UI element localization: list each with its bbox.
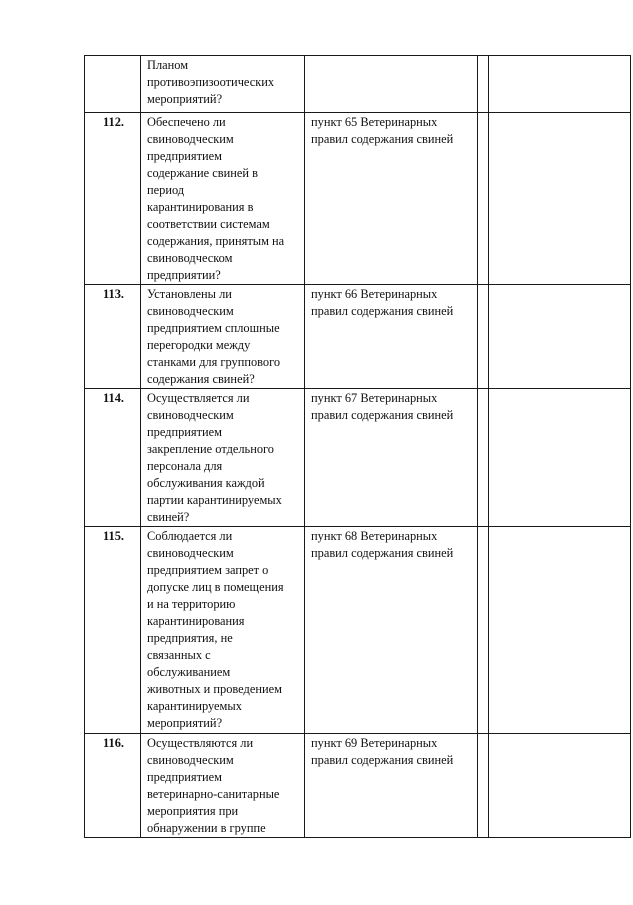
question-cell: Осуществляются ли свиноводческим предприятием ветеринарно-санитарные мероприятия при обнаружении в группе [141,734,305,838]
empty-answer-cell [489,285,631,389]
reference-cell: пункт 66 Ветеринарных правил содержания свиней [305,285,478,389]
reference-cell: пункт 67 Ветеринарных правил содержания свиней [305,389,478,527]
row-number: 115. [85,527,141,734]
empty-narrow-cell [478,56,489,113]
question-cell: Установлены ли свиноводческим предприятием сплошные перегородки между станками для группового содержания свиней? [141,285,305,389]
empty-answer-cell [489,389,631,527]
empty-answer-cell [489,527,631,734]
row-number: 116. [85,734,141,838]
empty-narrow-cell [478,527,489,734]
table-row [85,734,631,838]
reference-cell: пункт 65 Ветеринарных правил содержания свиней [305,113,478,285]
empty-narrow-cell [478,734,489,838]
question-cell: Соблюдается ли свиноводческим предприятием запрет о допуске лиц в помещения и на территорию карантинирования предприятия, не связанных с обслуживанием животных и проведением карантинируемых мероприятий? [141,527,305,734]
table-row [85,56,631,113]
table-row [85,285,631,389]
checklist-body [85,56,631,838]
row-number: 114. [85,389,141,527]
reference-cell: пункт 68 Ветеринарных правил содержания свиней [305,527,478,734]
empty-narrow-cell [478,113,489,285]
row-number: 113. [85,285,141,389]
checklist-table [84,55,631,838]
row-number: 112. [85,113,141,285]
empty-narrow-cell [478,285,489,389]
table-row [85,527,631,734]
empty-answer-cell [489,113,631,285]
row-number [85,56,141,113]
question-cell: Обеспечено ли свиноводческим предприятием содержание свиней в период карантинирования в соответствии системам содержания, принятым на свиноводческом предприятии? [141,113,305,285]
empty-answer-cell [489,56,631,113]
question-cell: Планом противоэпизоотических мероприятий? [141,56,305,113]
table-row [85,389,631,527]
empty-answer-cell [489,734,631,838]
table-row [85,113,631,285]
reference-cell: пункт 69 Ветеринарных правил содержания свиней [305,734,478,838]
reference-cell [305,56,478,113]
empty-narrow-cell [478,389,489,527]
question-cell: Осуществляется ли свиноводческим предприятием закрепление отдельного персонала для обслуживания каждой партии карантинируемых свиней? [141,389,305,527]
